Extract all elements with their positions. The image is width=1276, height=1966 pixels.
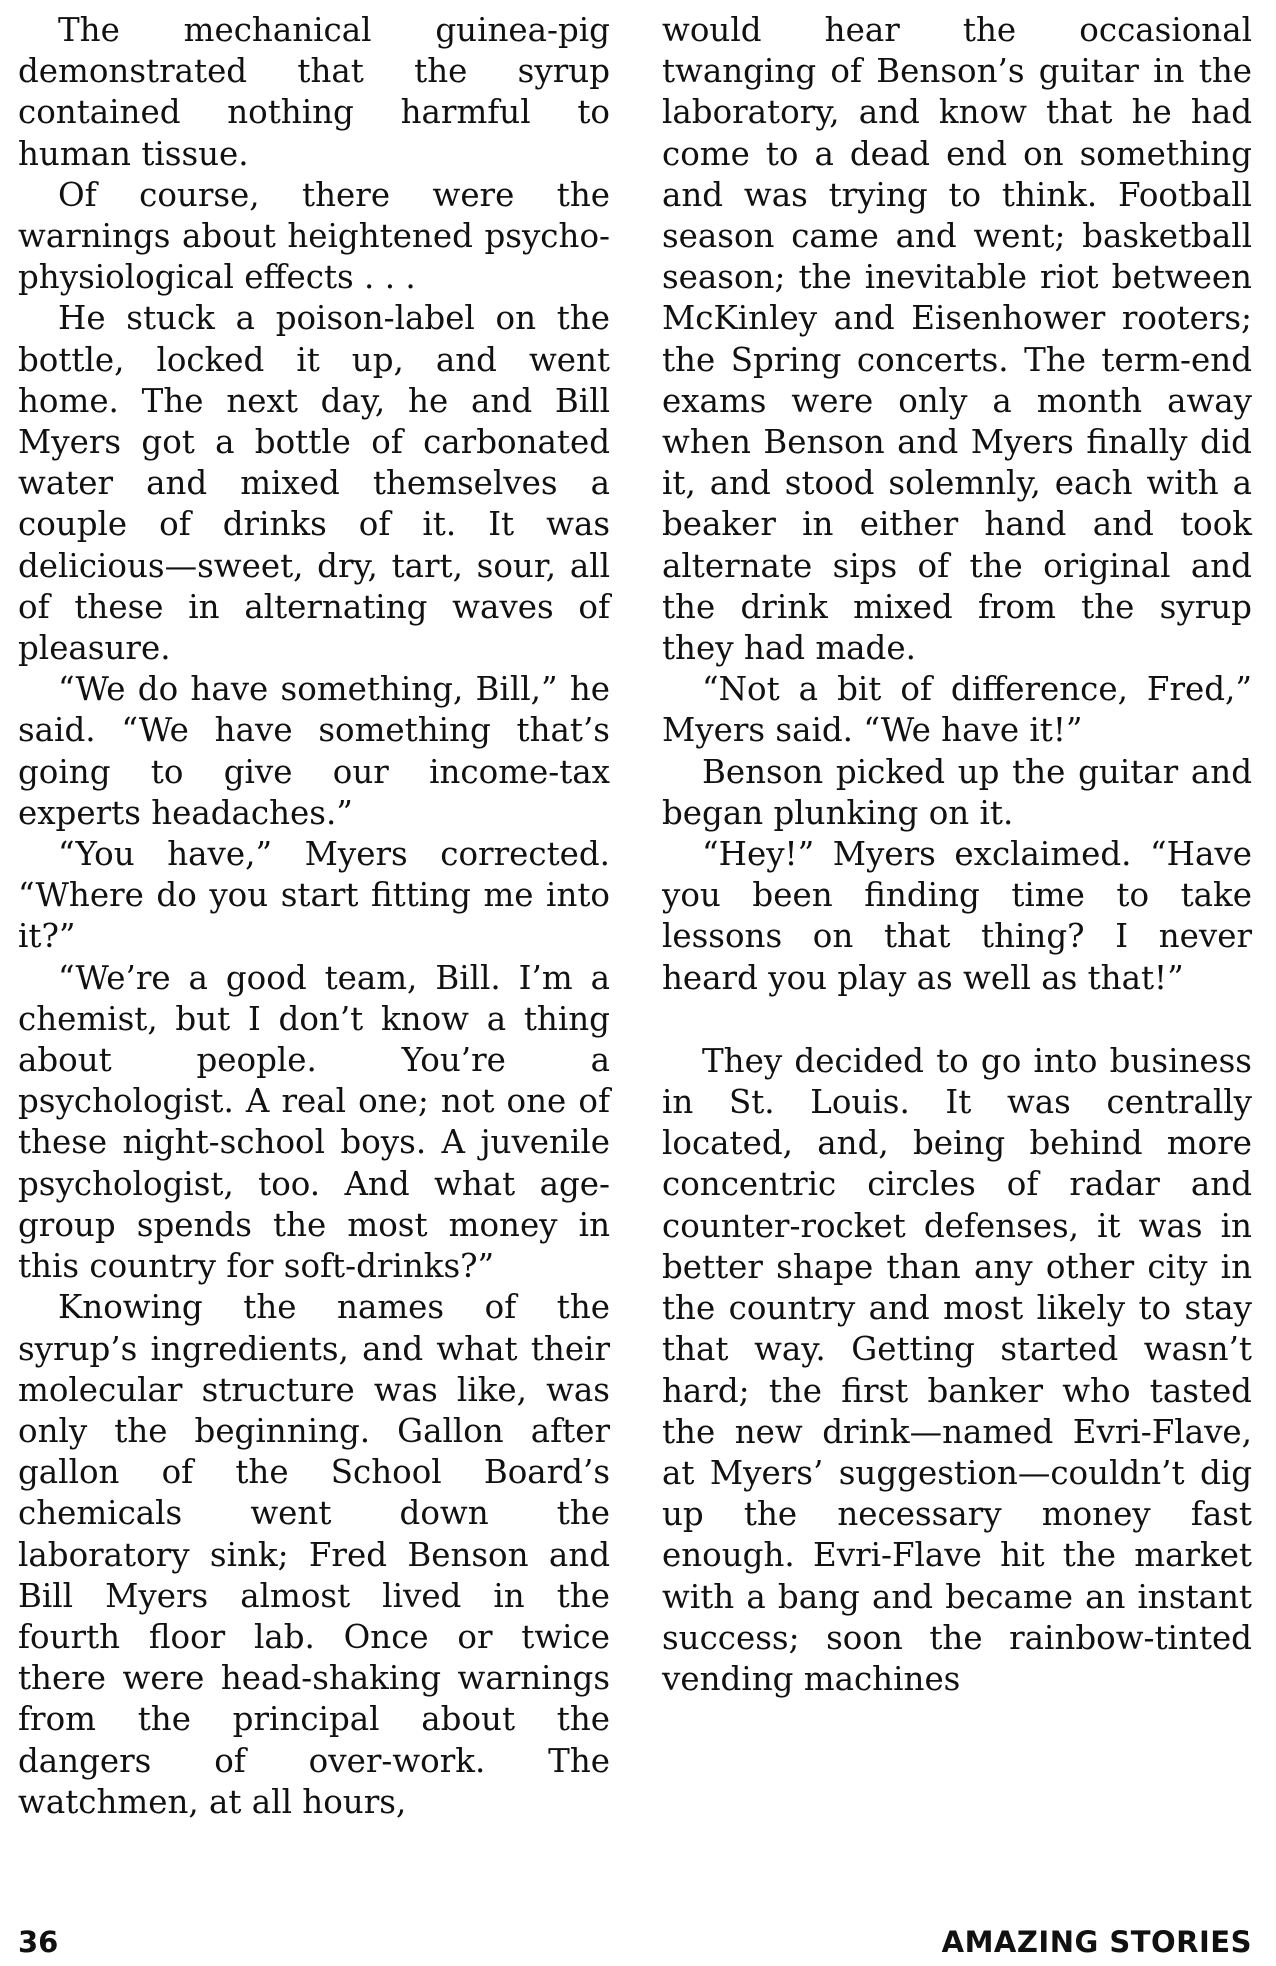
paragraph: They decided to go into business in St. Louis. It was centrally located, and, being behind more concentric circles of radar and counter-rocket defenses, it was in better shape than any other city in the country and most likely to stay that way. Getting started wasn’t hard; the first banker who tasted the new drink—named Evri-Flave, at Myers’ suggestion—couldn’t dig up the necessary money fast enough. Evri-Flave hit the market with a bang and became an instant success; soon the rainbow-tinted vending machines (662, 1041, 1252, 1698)
paragraph: “Hey!” Myers exclaimed. “Have you been finding time to take lessons on that thing? I never heard you play as well as that!” (662, 835, 1252, 997)
paragraph: “We’re a good team, Bill. I’m a chemist, but I don’t know a thing about people. You’re a psychologist. A real one; not one of these night-school boys. A juvenile psychologist, too. And what age-group spends the most money in this country for soft-drinks?” (18, 958, 610, 1286)
page-number: 36 (18, 1925, 59, 1959)
paragraph: would hear the occasional twanging of Benson’s guitar in the laboratory, and know that he had come to a dead end on something and was trying to think. Football season came and went; basketball season; the inevitable riot between McKinley and Eisenhower rooters; the Spring concerts. The term-end exams were only a month away when Benson and Myers finally did it, and stood solemnly, each with a beaker in either hand and took alternate sips of the original and the drink mixed from the syrup they had made. (662, 11, 1252, 668)
paragraph: Of course, there were the warnings about heightened psycho-physiological effects . . . (18, 175, 610, 297)
paragraph: Benson picked up the guitar and began plunking on it. (662, 752, 1252, 832)
paragraph: Knowing the names of the syrup’s ingredients, and what their molecular structure was like, was only the beginning. Gallon after gallon of the School Board’s chemicals went down the laboratory sink; Fred Benson and Bill Myers almost lived in the fourth floor lab. Once or twice there were head-shaking warnings from the principal about the dangers of over-work. The watchmen, at all hours, (18, 1288, 610, 1821)
left-column (18, 10, 610, 1823)
right-column (662, 10, 1252, 1700)
paragraph: “You have,” Myers corrected. “Where do you start fitting me into it?” (18, 835, 610, 956)
page-footer (18, 1924, 1252, 1964)
section-break (662, 999, 1252, 1041)
paragraph: “Not a bit of difference, Fred,” Myers said. “We have it!” (662, 670, 1252, 750)
paragraph: He stuck a poison-label on the bottle, locked it up, and went home. The next day, he and Bill Myers got a bottle of carbonated water and mixed themselves a couple of drinks of it. It was delicious—sweet, dry, tart, sour, all of these in alternating waves of pleasure. (18, 299, 610, 668)
paragraph: The mechanical guinea-pig demonstrated that the syrup contained nothing harmful to human tissue. (18, 11, 610, 173)
paragraph: “We do have something, Bill,” he said. “We have something that’s going to give our income-tax experts headaches.” (18, 670, 610, 832)
running-title: AMAZING STORIES (941, 1925, 1252, 1959)
